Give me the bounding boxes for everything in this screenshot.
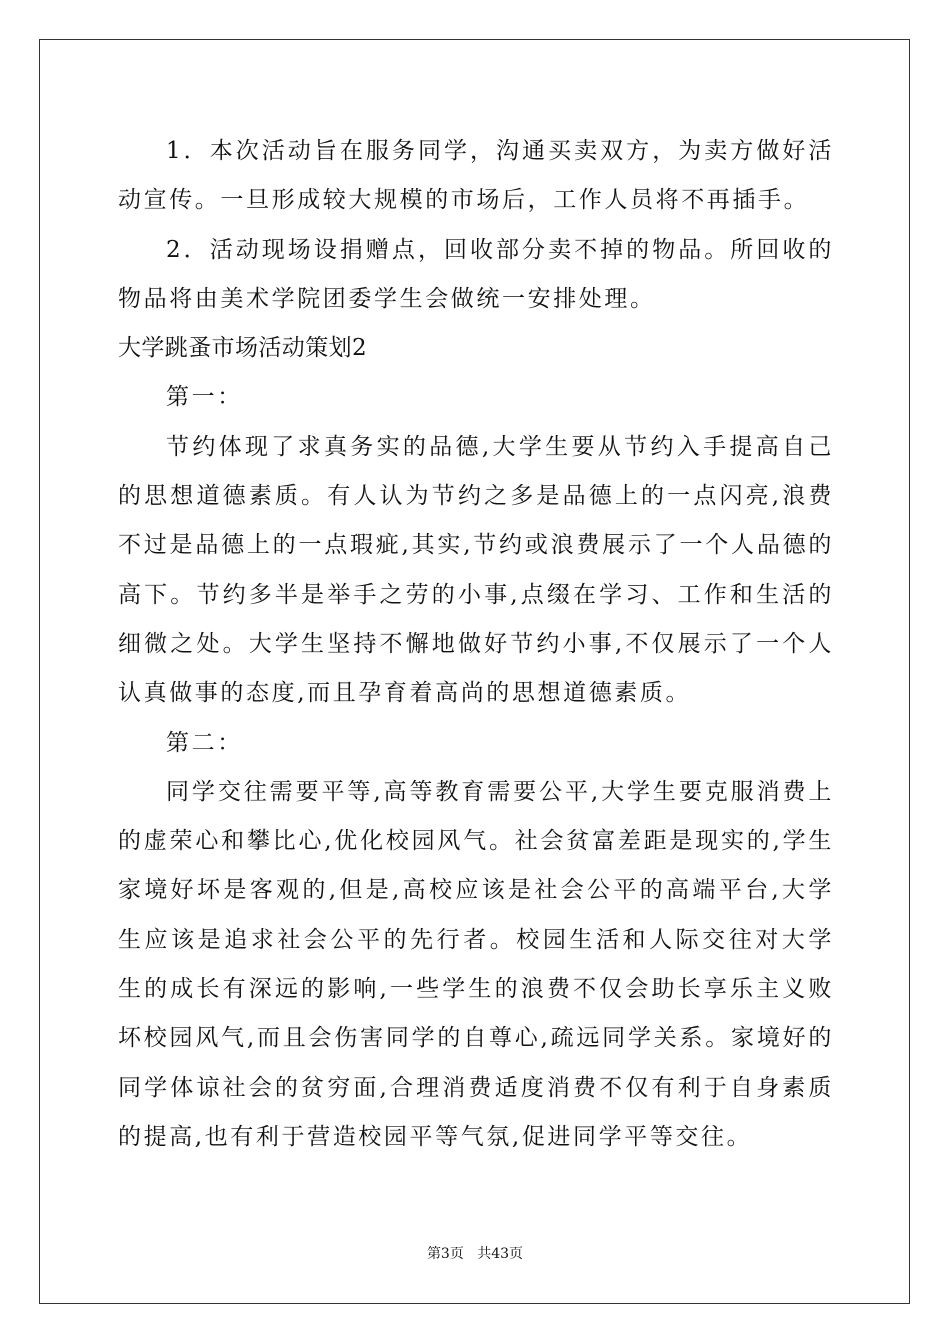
paragraph-activity-purpose: 1．本次活动旨在服务同学，沟通买卖双方，为卖方做好活动宣传。一旦形成较大规模的市场后，工作人员将不再插手。 (118, 138, 834, 214)
paragraph-equal-interaction: 同学交往需要平等,高等教育需要公平,大学生要克服消费上的虚荣心和攀比心,优化校园风气。社会贫富差距是现实的,学生家境好坏是客观的,但是,高校应该是社会公平的高端平台,大学生应该是追求社会公平的先行者。校园生活和人际交往对大学生的成长有深远的影响,一些学生的浪费不仅会助长享乐主义败坏校园风气,而且会伤害同学的自尊心,疏远同学关系。家境好的同学体谅社会的贫穷面,合理消费适度消费不仅有利于自身素质的提高,也有利于营造校园平等气氛,促进同学平等交往。 (118, 778, 834, 1150)
subheading-second: 第二： (166, 729, 243, 756)
paragraph-donation-point: 2．活动现场设捐赠点，回收部分卖不掉的物品。所回收的物品将由美术学院团委学生会做统一安排处理。 (118, 236, 834, 312)
page-total: 共43页 (477, 1246, 524, 1262)
section-heading: 大学跳蚤市场活动策划2 (118, 335, 368, 362)
paragraph-thrift-virtue: 节约体现了求真务实的品德,大学生要从节约入手提高自己的思想道德素质。有人认为节约之多是品德上的一点闪亮,浪费不过是品德上的一点瑕疵,其实,节约或浪费展示了一个人品德的高下。节约多半是举手之劳的小事,点缀在学习、工作和生活的细微之处。大学生坚持不懈地做好节约小事,不仅展示了一个人认真做事的态度,而且孕育着高尚的思想道德素质。 (118, 433, 834, 707)
page-number: 第3页 (426, 1246, 464, 1262)
page-footer (0, 1245, 950, 1263)
document-body (118, 127, 834, 1162)
subheading-first: 第一： (166, 384, 243, 411)
